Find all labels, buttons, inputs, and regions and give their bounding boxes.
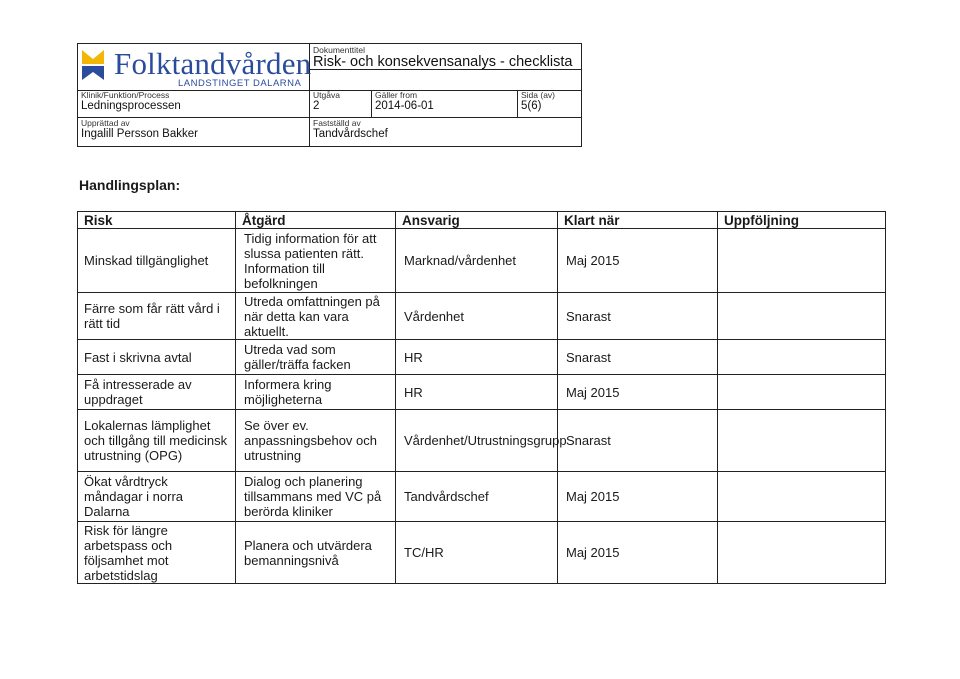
cell-responsible: Marknad/vårdenhet <box>396 229 558 293</box>
cell-action: Dialog och planering tillsammans med VC på berörda kliniker <box>236 472 396 522</box>
cell-responsible: Vårdenhet <box>396 293 558 340</box>
author-label: Upprättad av <box>81 118 130 128</box>
table-row <box>78 229 886 293</box>
cell-responsible: Vårdenhet/Utrustningsgrupp <box>396 410 558 472</box>
divider <box>309 90 310 146</box>
cell-followup <box>718 472 886 522</box>
cell-followup <box>718 410 886 472</box>
process-label: Klinik/Funktion/Process <box>81 90 170 100</box>
cell-done-by: Snarast <box>558 340 718 375</box>
cell-risk: Fast i skrivna avtal <box>78 340 236 375</box>
table-header-row <box>78 212 886 229</box>
cell-risk: Färre som får rätt vård i rätt tid <box>78 293 236 340</box>
table-row <box>78 410 886 472</box>
cell-action: Informera kring möjligheterna <box>236 375 396 410</box>
cell-followup <box>718 340 886 375</box>
doc-title-label: Dokumenttitel <box>313 45 365 55</box>
logo-name: Folktandvården <box>114 46 312 81</box>
cell-followup <box>718 229 886 293</box>
cell-responsible: HR <box>396 340 558 375</box>
cell-risk: Få intresserade av uppdraget <box>78 375 236 410</box>
cell-risk: Minskad tillgänglighet <box>78 229 236 293</box>
table-row <box>78 375 886 410</box>
table-row <box>78 522 886 584</box>
column-header-action: Åtgärd <box>236 212 396 229</box>
edition-label: Utgåva <box>313 90 340 100</box>
edition-value: 2 <box>313 100 320 112</box>
cell-responsible: Tandvårdschef <box>396 472 558 522</box>
cell-risk: Ökat vårdtryck måndagar i norra Dalarna <box>78 472 236 522</box>
process-value: Ledningsprocessen <box>81 100 181 112</box>
doc-title: Risk- och konsekvensanalys - checklista <box>313 54 573 70</box>
page-label: Sida (av) <box>521 90 556 100</box>
logo-cell <box>78 44 310 90</box>
author-value: Ingalill Persson Bakker <box>81 128 198 140</box>
approved-label: Fastställd av <box>313 118 361 128</box>
cell-done-by: Snarast <box>558 293 718 340</box>
divider <box>517 90 518 117</box>
cell-responsible: TC/HR <box>396 522 558 584</box>
cell-action: Utreda omfattningen på när detta kan vara aktuellt. <box>236 293 396 340</box>
column-header-followup: Uppföljning <box>718 212 886 229</box>
cell-followup <box>718 522 886 584</box>
action-plan-table <box>77 211 886 584</box>
table-row <box>78 340 886 375</box>
document-header <box>77 43 582 147</box>
cell-done-by: Maj 2015 <box>558 229 718 293</box>
cell-action: Planera och utvärdera bemanningsnivå <box>236 522 396 584</box>
cell-done-by: Maj 2015 <box>558 375 718 410</box>
column-header-responsible: Ansvarig <box>396 212 558 229</box>
cell-done-by: Maj 2015 <box>558 522 718 584</box>
cell-followup <box>718 293 886 340</box>
cell-done-by: Snarast <box>558 410 718 472</box>
column-header-done-by: Klart när <box>558 212 718 229</box>
cell-responsible: HR <box>396 375 558 410</box>
cell-action: Utreda vad som gäller/träffa facken <box>236 340 396 375</box>
approved-value: Tandvårdschef <box>313 128 388 140</box>
column-header-risk: Risk <box>78 212 236 229</box>
cell-action: Tidig information för att slussa patienten rätt. Information till befolkningen <box>236 229 396 293</box>
section-heading: Handlingsplan: <box>79 177 181 193</box>
table-row <box>78 472 886 522</box>
cell-action: Se över ev. anpassningsbehov och utrustning <box>236 410 396 472</box>
divider <box>371 90 372 117</box>
logo-subtitle: LANDSTINGET DALARNA <box>178 78 302 89</box>
valid-from-label: Gäller from <box>375 90 418 100</box>
valid-from-value: 2014-06-01 <box>375 100 434 112</box>
cell-followup <box>718 375 886 410</box>
cell-risk: Risk för längre arbetspass och följsamhet mot arbetstidslag <box>78 522 236 584</box>
table-row <box>78 293 886 340</box>
cell-done-by: Maj 2015 <box>558 472 718 522</box>
folktandvarden-logo-icon <box>82 50 104 80</box>
page-value: 5(6) <box>521 100 542 112</box>
cell-risk: Lokalernas lämplighet och tillgång till medicinsk utrustning (OPG) <box>78 410 236 472</box>
